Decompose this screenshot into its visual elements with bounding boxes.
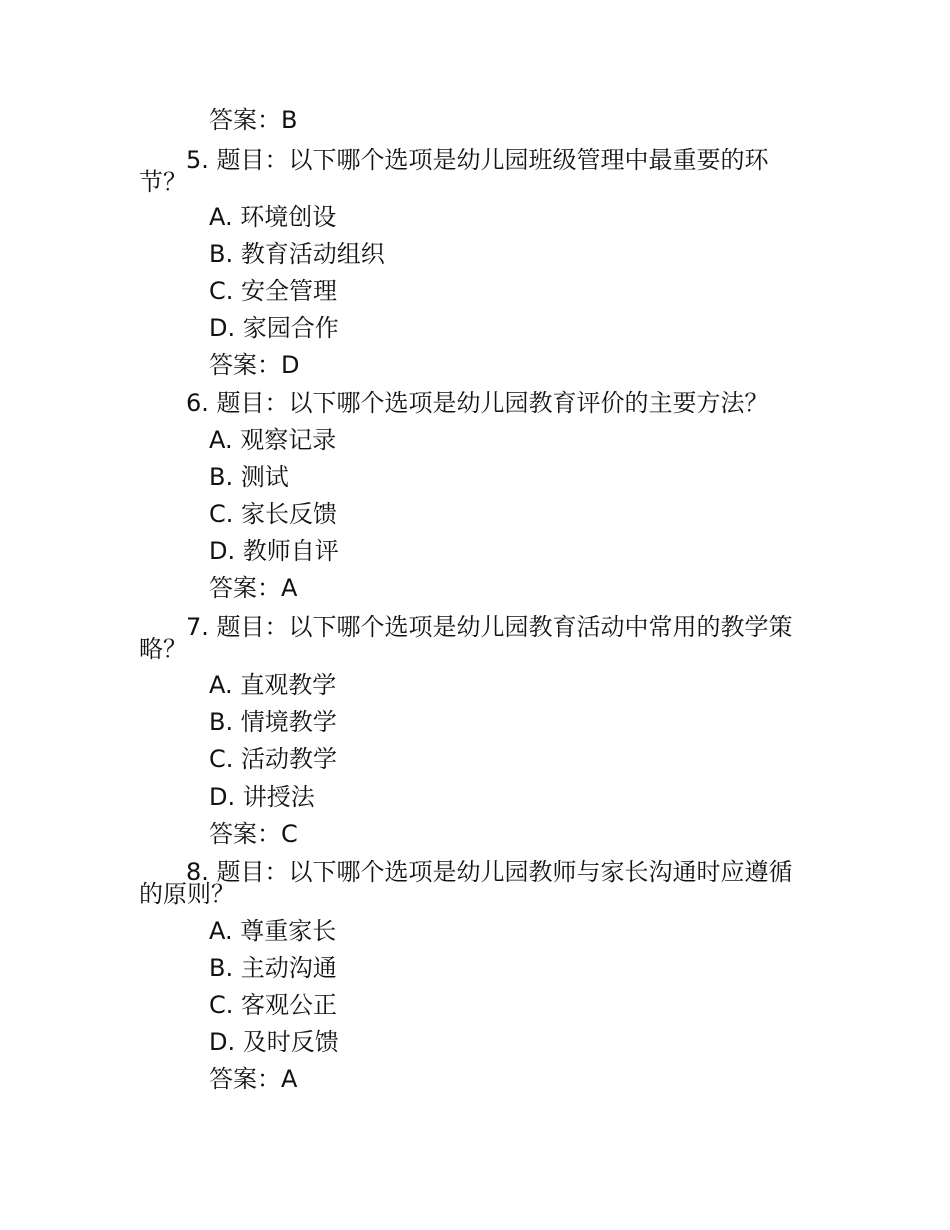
question-6-answer: 答案：A: [209, 574, 298, 602]
question-8-answer: 答案：A: [209, 1065, 298, 1093]
question-5-text-continued: 节？: [139, 168, 187, 196]
question-7-option-b: B. 情境教学: [209, 708, 337, 736]
question-7-text: 7. 题目：以下哪个选项是幼儿园教育活动中常用的教学策: [186, 613, 793, 641]
question-6-option-b: B. 测试: [209, 463, 289, 491]
question-7-option-d: D. 讲授法: [209, 783, 315, 811]
question-7-option-c: C. 活动教学: [209, 745, 338, 773]
question-6-option-c: C. 家长反馈: [209, 500, 338, 528]
question-8-option-a: A. 尊重家长: [209, 917, 337, 945]
question-5-option-c: C. 安全管理: [209, 277, 338, 305]
question-6-option-a: A. 观察记录: [209, 426, 337, 454]
question-8-text-continued: 的原则？: [139, 880, 235, 908]
previous-answer: 答案：B: [209, 106, 298, 134]
question-6-text: 6. 题目：以下哪个选项是幼儿园教育评价的主要方法？: [186, 389, 769, 417]
question-5-option-d: D. 家园合作: [209, 314, 339, 342]
question-8-option-b: B. 主动沟通: [209, 954, 337, 982]
question-6-option-d: D. 教师自评: [209, 537, 339, 565]
question-5-option-b: B. 教育活动组织: [209, 240, 385, 268]
question-5-answer: 答案：D: [209, 351, 300, 379]
question-5-text: 5. 题目：以下哪个选项是幼儿园班级管理中最重要的环: [186, 146, 769, 174]
question-7-option-a: A. 直观教学: [209, 671, 337, 699]
question-8-option-d: D. 及时反馈: [209, 1028, 339, 1056]
question-7-text-continued: 略？: [139, 635, 187, 663]
question-5-option-a: A. 环境创设: [209, 203, 337, 231]
question-8-text: 8. 题目：以下哪个选项是幼儿园教师与家长沟通时应遵循: [186, 858, 793, 886]
question-7-answer: 答案：C: [209, 820, 298, 848]
question-8-option-c: C. 客观公正: [209, 991, 338, 1019]
